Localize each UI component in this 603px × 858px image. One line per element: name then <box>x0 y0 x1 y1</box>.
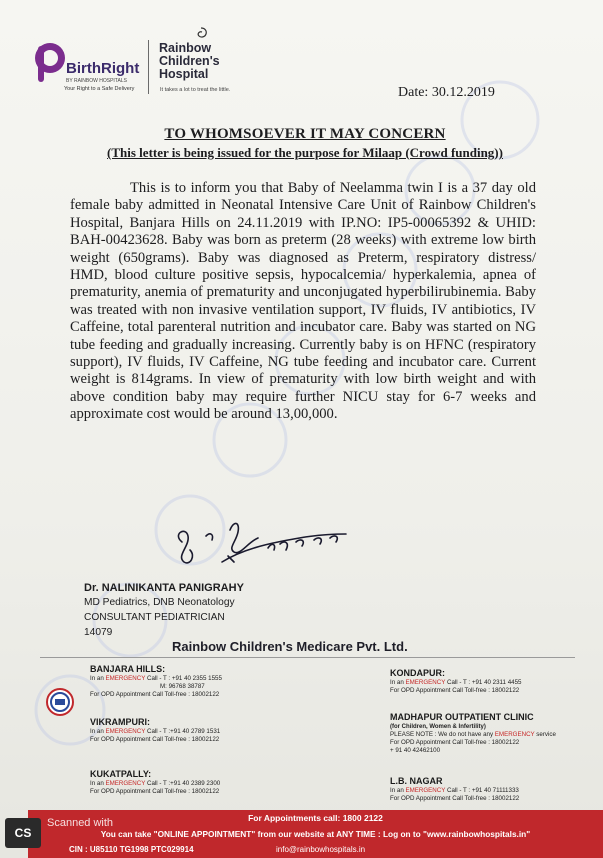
branch-text: PLEASE NOTE : We do not have any <box>390 731 495 738</box>
emergency-label: EMERGENCY <box>405 679 446 686</box>
branch-opd: For OPD Appointment Call Toll-free : 18002122 <box>90 736 220 743</box>
branch-emergency <box>90 780 220 788</box>
rainbow-swirl-icon <box>194 27 208 41</box>
branch-text: In an <box>90 780 106 787</box>
scanner-watermark-text: Scanned with <box>47 817 114 829</box>
branch-opd: For OPD Appointment Call Toll-free : 18002122 <box>390 687 520 694</box>
branch-title: L.B. NAGAR <box>390 776 443 786</box>
branch-notice <box>390 731 556 739</box>
letter-body-paragraph: This is to inform you that Baby of Neelamma twin I is a 37 day old female baby admitted in Neonatal Intensive Care Unit of Rainbow Children's Hospital, Banjara Hills on 24.11.2019 with IP.NO: IP5-00065392 & UHID: BAH-00423628. Baby was born as preterm (28 weeks) with extreme low birth weight (650grams). Baby was diagnosed as Preterm, respiratory distress/ HMD, blood culture positive sepsis, hypocalcemia/ hyperkalemia, apnea of prematurity, anemia of prematurity and unconjugated hyperbilirubinemia. Baby was treated with non invasive ventilation support, IV fluids, IV antibiotics, IV Caffeine, total parenteral nutrition and incubator care. Baby was started on NG tube feeding and gradually increasing. Currently baby is on HFNC (respiratory support), IV fluids, IV Caffeine, NG tube feeding and incubator care. Current weight is 814grams. In view of prematurity with low birth weight and with above condition baby may require further NICU stay for 6-7 weeks and approximate cost would be around 13,00,000. <box>70 180 536 423</box>
branch-phone: Call - T : +91 40 2311 4455 <box>445 679 522 686</box>
emergency-label: EMERGENCY <box>405 787 446 794</box>
emergency-label: EMERGENCY <box>494 731 535 738</box>
rainbow-name-line2: Children's <box>159 54 220 68</box>
rainbow-name-line1: Rainbow <box>159 41 212 55</box>
branch-phone: Call - T : +91 40 2355 1555 <box>145 675 222 682</box>
letter-date: Date: 30.12.2019 <box>398 85 495 100</box>
branch-vikrampuri <box>90 717 220 744</box>
branch-emergency <box>90 675 222 683</box>
email-link[interactable]: info@rainbowhospitals.in <box>276 845 366 854</box>
rainbow-tagline: It takes a lot to treat the little. <box>160 87 231 93</box>
emergency-label: EMERGENCY <box>105 780 146 787</box>
branch-text: In an <box>390 787 406 794</box>
branch-text: In an <box>390 679 406 686</box>
birthright-sub: BY RAINBOW HOSPITALS <box>66 78 127 84</box>
birthright-tagline: Your Right to a Safe Delivery <box>64 86 135 92</box>
branch-title: KONDAPUR: <box>390 668 445 678</box>
doctor-name: Dr. NALINIKANTA PANIGRAHY <box>84 582 244 594</box>
birthright-name: BirthRight <box>66 60 140 77</box>
rainbow-name-line3: Hospital <box>159 67 209 81</box>
branch-emergency <box>90 728 220 736</box>
doctor-designation: CONSULTANT PEDIATRICIAN <box>84 612 225 623</box>
branch-banjara-hills <box>90 664 222 699</box>
cin-email-bar <box>28 842 603 858</box>
branch-emergency <box>390 679 521 687</box>
appointments-bar: For Appointments call: 1800 2122 <box>28 810 603 826</box>
emergency-label: EMERGENCY <box>105 728 146 735</box>
branch-opd: For OPD Appointment Call Toll-free : 18002122 <box>90 691 220 698</box>
birthright-logo-icon <box>32 38 68 92</box>
branch-opd: For OPD Appointment Call Toll-free : 18002122 <box>390 739 520 746</box>
header-divider <box>148 40 149 94</box>
handwritten-signature <box>168 512 358 572</box>
branch-lb-nagar <box>390 776 519 803</box>
rainbow-hospital-name <box>159 42 249 81</box>
camscanner-logo-icon: CS <box>5 818 41 848</box>
branch-mobile: M: 96768 38787 <box>160 683 205 690</box>
letter-purpose: (This letter is being issued for the purpose for Milaap (Crowd funding)) <box>107 145 503 160</box>
branch-subtitle: (for Children, Women & Infertility) <box>390 724 486 730</box>
branch-phone: Call - T :+91 40 2389 2300 <box>145 780 221 787</box>
letter-subject: TO WHOMSOEVER IT MAY CONCERN <box>164 126 446 142</box>
branch-text: In an <box>90 675 106 682</box>
doctor-registration: 14079 <box>84 627 113 638</box>
branch-opd: For OPD Appointment Call Toll-free : 18002122 <box>90 788 220 795</box>
emergency-label: EMERGENCY <box>105 675 146 682</box>
branch-phone: Call - T : +91 40 71111333 <box>445 787 519 794</box>
branch-title: VIKRAMPURI: <box>90 717 150 727</box>
online-appointment-bar: You can take "ONLINE APPOINTMENT" from our website at ANY TIME : Log on to "www.rainbowhospitals.in" <box>28 826 603 842</box>
branch-phone: + 91 40 42462100 <box>390 747 441 754</box>
nabh-seal-icon <box>46 688 74 716</box>
branch-opd: For OPD Appointment Call Toll-free : 18002122 <box>390 795 520 802</box>
branch-emergency <box>390 787 519 795</box>
branch-text: In an <box>90 728 106 735</box>
letter-body <box>70 180 536 424</box>
doctor-qualification: MD Pediatrics, DNB Neonatology <box>84 597 235 608</box>
branch-title: MADHAPUR OUTPATIENT CLINIC <box>390 712 534 722</box>
footer-divider <box>40 657 575 658</box>
branch-title: BANJARA HILLS: <box>90 664 166 674</box>
cin-number: CIN : U85110 TG1998 PTC029914 <box>69 845 194 854</box>
branch-kondapur <box>390 668 521 695</box>
branch-title: KUKATPALLY: <box>90 769 152 779</box>
branch-phone: Call - T :+91 40 2789 1531 <box>145 728 221 735</box>
branch-text: service <box>534 731 556 738</box>
company-name: Rainbow Children's Medicare Pvt. Ltd. <box>172 639 408 654</box>
branch-kukatpally <box>90 769 220 796</box>
branch-madhapur <box>390 712 556 755</box>
